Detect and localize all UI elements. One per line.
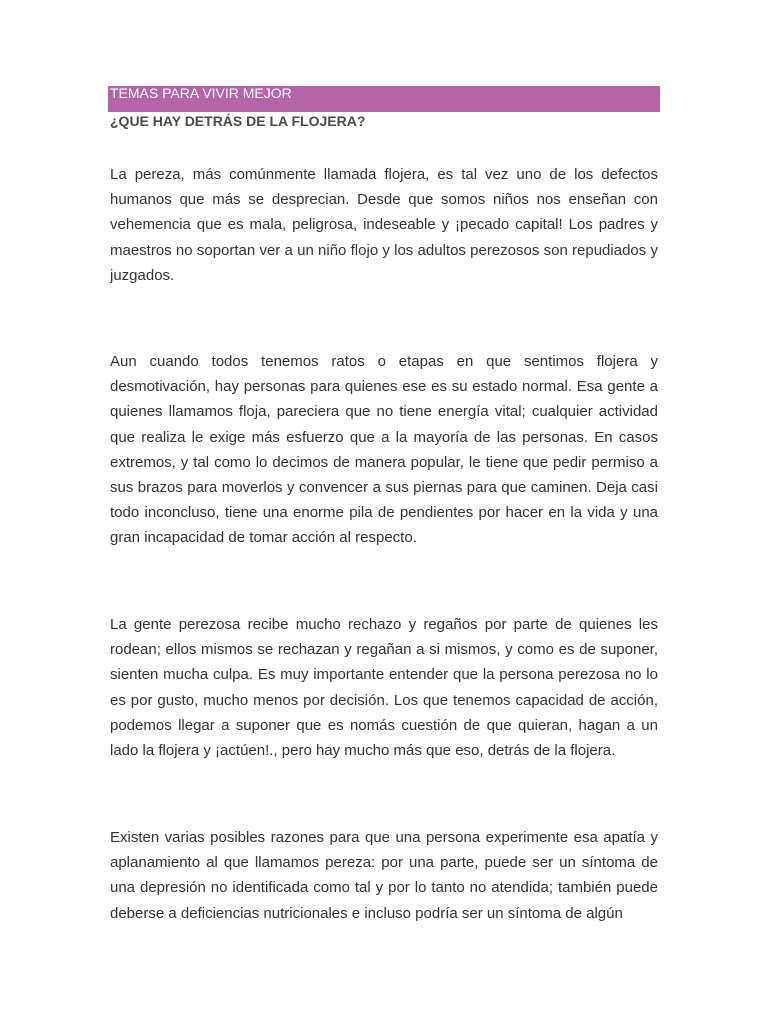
- page-title: ¿QUE HAY DETRÁS DE LA FLOJERA?: [110, 113, 366, 129]
- paragraph-3: La gente perezosa recibe mucho rechazo y regaños por parte de quienes les rodean; ellos mismos se rechazan y regañan a si mismos, y como es de suponer, sienten mucha culpa. Es muy importante entender que la persona perezosa no lo es por gusto, mucho menos por decisión. Los que tenemos capacidad de acción, podemos llegar a suponer que es nomás cuestión de que quieran, hagan a un lado la flojera y ¡actúen!., pero hay mucho más que eso, detrás de la flojera.: [110, 616, 658, 760]
- paragraph-1: La pereza, más comúnmente llamada flojera, es tal vez uno de los defectos humanos que más se desprecian. Desde que somos niños nos enseñan con vehemencia que es mala, peligrosa, indeseable y ¡pecado capital! Los padres y maestros no soportan ver a un niño flojo y los adultos perezosos son repudiados y juzgados.: [110, 166, 658, 284]
- paragraph-4: Existen varias posibles razones para que una persona experimente esa apatía y aplanamiento al que llamamos pereza: por una parte, puede ser un síntoma de una depresión no identificada como tal y por lo tanto no atendida; también puede deberse a deficiencias nutricionales e incluso podría ser un síntoma de algún: [110, 829, 658, 922]
- banner-label: TEMAS PARA VIVIR MEJOR: [110, 85, 292, 101]
- paragraph-2: Aun cuando todos tenemos ratos o etapas en que sentimos flojera y desmotivación, hay personas para quienes ese es su estado normal. Esa gente a quienes llamamos floja, pareciera que no tiene energía vital; cualquier actividad que realiza le exige más esfuerzo que a la mayoría de las personas. En casos extremos, y tal como lo decimos de manera popular, le tiene que pedir permiso a sus brazos para moverlos y convencer a sus piernas para que caminen. Deja casi todo inconcluso, tiene una enorme pila de pendientes por hacer en la vida y una gran incapacidad de tomar acción al respecto.: [110, 353, 658, 547]
- section-banner: [108, 86, 660, 112]
